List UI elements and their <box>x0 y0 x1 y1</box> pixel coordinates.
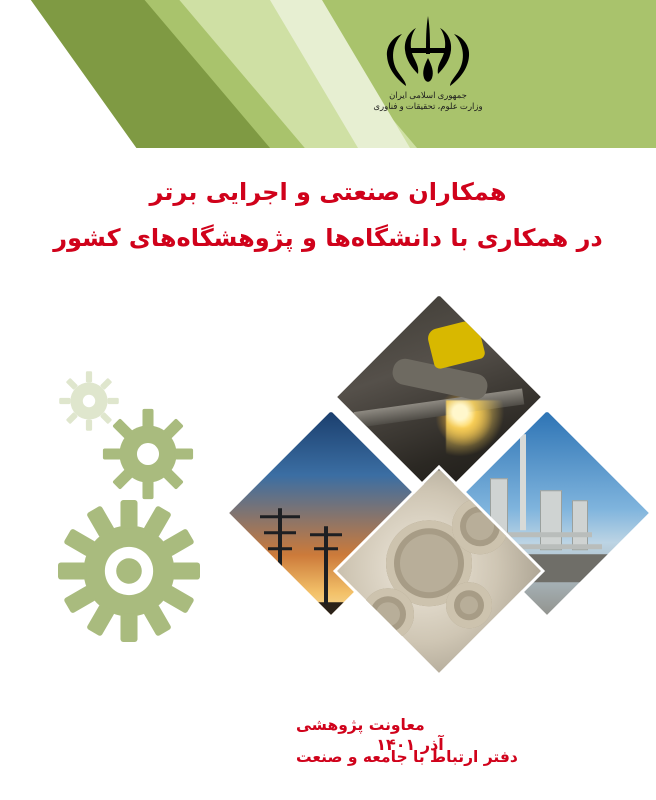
emblem-caption <box>368 90 488 113</box>
gear-icon-medium <box>102 408 194 500</box>
title-line-2: در همکاری با دانشگاه‌ها و پژوهشگاه‌های کشور <box>53 223 603 252</box>
footer-date-block <box>320 735 500 754</box>
title-line-1: همکاران صنعتی و اجرایی برتر <box>149 178 507 206</box>
pylon-crossarm <box>260 515 300 518</box>
publication-date: آذر ۱۴۰۱ <box>376 735 444 754</box>
footer-org-line-1: معاونت پژوهشی <box>296 715 425 734</box>
refinery-tower <box>572 500 588 550</box>
refinery-flare-stack <box>520 434 526 530</box>
machine-gear <box>446 582 492 628</box>
transmission-pylon <box>324 526 328 604</box>
gear-icon-large <box>58 500 200 642</box>
header-banner <box>0 0 656 148</box>
pylon-crossarm <box>310 533 342 536</box>
pylon-crossarm <box>264 531 296 534</box>
footer-org-line-2: دفتر ارتباط با جامعه و صنعت <box>296 748 518 767</box>
machine-gear <box>362 588 414 640</box>
pylon-crossarm <box>268 547 292 550</box>
emblem-caption-line1: جمهوری اسلامی ایران <box>389 90 467 100</box>
emblem-block <box>368 14 488 134</box>
page-title <box>40 170 616 261</box>
photo-collage <box>236 360 626 660</box>
iran-national-emblem-icon <box>386 14 470 88</box>
refinery-tower <box>540 490 562 550</box>
welder-helmet <box>426 319 486 370</box>
pylon-crossarm <box>314 547 338 550</box>
emblem-caption-line2: وزارت علوم، تحقیقات و فناوری <box>373 101 483 112</box>
transmission-pylon <box>278 508 282 604</box>
